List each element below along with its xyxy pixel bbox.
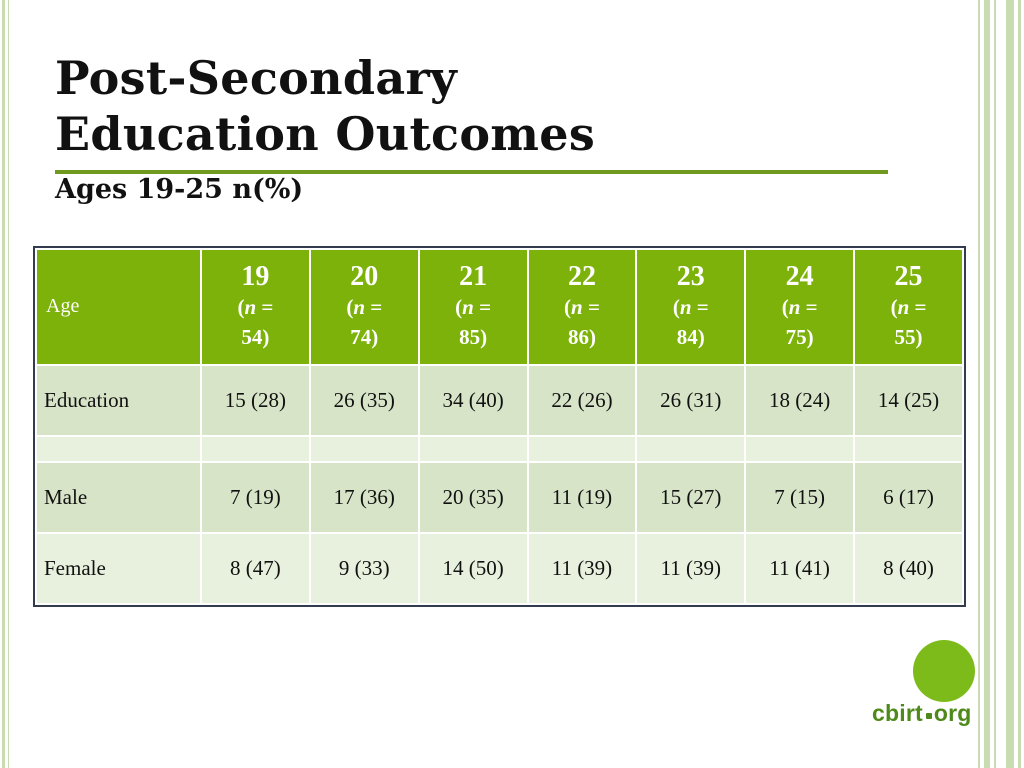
header-age-col [636, 249, 745, 365]
empty-cell [310, 436, 419, 462]
table-cell: 17 (36) [310, 462, 419, 533]
empty-cell [854, 436, 963, 462]
n-value: 54 [241, 324, 263, 349]
slide-title-line2: Education Outcomes [55, 107, 596, 161]
n-value: 85 [459, 324, 481, 349]
table-cell: 15 (27) [636, 462, 745, 533]
row-label: Education [36, 365, 201, 436]
table-cell: 8 (40) [854, 533, 963, 604]
logo-suffix: org [933, 700, 972, 726]
header-age-label: Age [36, 249, 201, 365]
table-cell: 6 (17) [854, 462, 963, 533]
table-header-row [36, 249, 963, 365]
logo-dot-icon [926, 713, 932, 719]
age-value: 25 [894, 260, 923, 292]
sample-size: (n = 85) [455, 294, 492, 349]
n-symbol: n [897, 294, 910, 319]
n-equals: = [691, 294, 709, 319]
n-equals: = [800, 294, 818, 319]
header-age-col [419, 249, 528, 365]
n-value: 84 [676, 324, 698, 349]
left-border-stripe [2, 0, 5, 768]
table-cell: 14 (25) [854, 365, 963, 436]
empty-cell [745, 436, 854, 462]
age-value: 22 [567, 260, 596, 292]
empty-cell [201, 436, 310, 462]
table-cell: 11 (19) [528, 462, 637, 533]
row-label: Female [36, 533, 201, 604]
n-symbol: n [462, 294, 474, 319]
table-cell: 20 (35) [419, 462, 528, 533]
age-value: 20 [350, 260, 379, 292]
table-cell: 26 (31) [636, 365, 745, 436]
n-equals: = [256, 294, 274, 319]
table-cell: 22 (26) [528, 365, 637, 436]
table-cell: 11 (39) [528, 533, 637, 604]
sample-size: (n = 84) [672, 294, 709, 349]
right-border-stripe [984, 0, 990, 768]
n-symbol: n [244, 294, 257, 319]
n-value: 75 [785, 324, 807, 349]
table-cell: 9 (33) [310, 533, 419, 604]
table-row-education [36, 365, 963, 436]
outcomes-table [33, 246, 966, 607]
sample-size: (n = 54) [237, 294, 274, 349]
right-border-stripe [994, 0, 996, 768]
logo-text [872, 700, 972, 727]
table-row-female [36, 533, 963, 604]
table-cell: 26 (35) [310, 365, 419, 436]
header-age-col [528, 249, 637, 365]
outcomes-table-grid [35, 248, 964, 605]
empty-cell [36, 436, 201, 462]
n-symbol: n [353, 294, 365, 319]
logo-name: cbirt [872, 700, 923, 726]
header-age-col [854, 249, 963, 365]
age-value: 19 [241, 260, 270, 292]
age-value: 23 [676, 260, 705, 292]
age-value: 21 [459, 260, 488, 292]
table-cell: 14 (50) [419, 533, 528, 604]
slide-title-line1: Post-Secondary [55, 51, 458, 105]
n-value: 86 [567, 324, 589, 349]
right-border-stripe [1018, 0, 1021, 768]
n-symbol: n [571, 294, 583, 319]
sample-size: (n = 75) [781, 294, 818, 349]
empty-cell [528, 436, 637, 462]
sample-size: (n = 55) [890, 294, 927, 349]
table-cell: 11 (39) [636, 533, 745, 604]
table-cell: 15 (28) [201, 365, 310, 436]
header-age-col [310, 249, 419, 365]
table-cell: 11 (41) [745, 533, 854, 604]
sample-size: (n = 74) [346, 294, 383, 349]
logo-circle-icon [913, 640, 975, 702]
table-row-spacer [36, 436, 963, 462]
empty-cell [419, 436, 528, 462]
table-cell: 18 (24) [745, 365, 854, 436]
n-equals: = [909, 294, 927, 319]
row-label: Male [36, 462, 201, 533]
table-row-male [36, 462, 963, 533]
header-age-col [745, 249, 854, 365]
n-value: 74 [350, 324, 372, 349]
slide-title [55, 50, 595, 162]
n-symbol: n [788, 294, 801, 319]
sample-size: (n = 86) [564, 294, 600, 349]
n-value: 55 [894, 324, 916, 349]
header-age-col [201, 249, 310, 365]
n-equals: = [473, 294, 492, 319]
slide-subtitle: Ages 19-25 n(%) [55, 174, 304, 205]
table-cell: 7 (15) [745, 462, 854, 533]
right-border-stripe [1006, 0, 1014, 768]
n-symbol: n [679, 294, 692, 319]
table-cell: 34 (40) [419, 365, 528, 436]
left-border-stripe [8, 0, 9, 768]
table-cell: 8 (47) [201, 533, 310, 604]
empty-cell [636, 436, 745, 462]
n-equals: = [365, 294, 383, 319]
age-value: 24 [785, 260, 814, 292]
n-equals: = [582, 294, 600, 319]
table-cell: 7 (19) [201, 462, 310, 533]
right-border-stripe [978, 0, 980, 768]
